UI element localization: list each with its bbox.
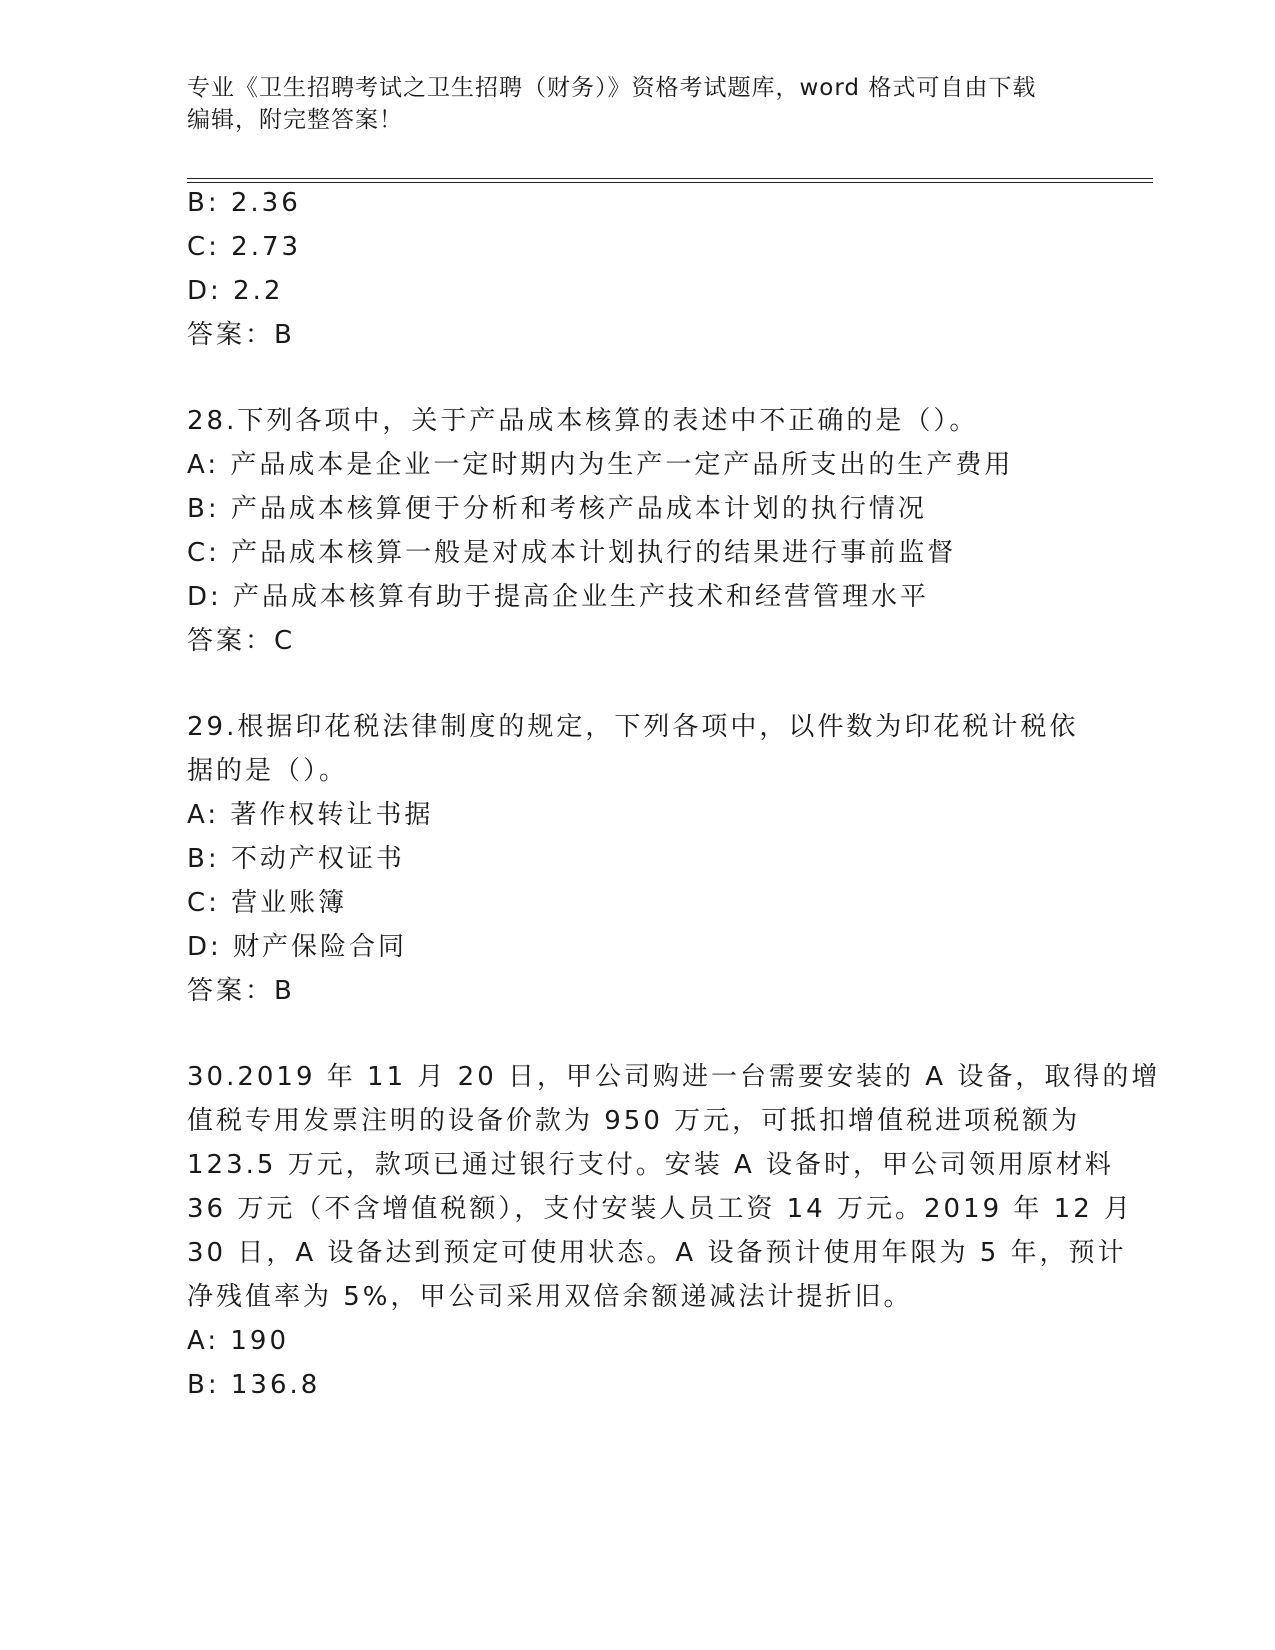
q27-answer: 答案：B — [187, 320, 295, 350]
q28-option-d: D: 产品成本核算有助于提高企业生产技术和经营管理水平 — [187, 582, 930, 612]
q30-stem-line-3: 123.5 万元，款项已通过银行支付。安装 A 设备时，甲公司领用原材料 — [187, 1150, 1115, 1180]
q29-stem-line-1: 29.根据印花税法律制度的规定，下列各项中，以件数为印花税计税依 — [187, 712, 1079, 742]
header-divider — [187, 178, 1153, 183]
q29-option-c: C: 营业账簿 — [187, 888, 348, 918]
q28-option-b: B: 产品成本核算便于分析和考核产品成本计划的执行情况 — [187, 494, 927, 524]
q30-option-a: A: 190 — [187, 1326, 289, 1356]
q28-stem: 28.下列各项中，关于产品成本核算的表述中不正确的是（）。 — [187, 406, 979, 436]
q30-stem-line-4: 36 万元（不含增值税额），支付安装人员工资 14 万元。2019 年 12 月 — [187, 1194, 1134, 1224]
q30-stem-line-1: 30.2019 年 11 月 20 日，甲公司购进一台需要安装的 A 设备，取得的增 — [187, 1062, 1161, 1092]
q30-stem-line-5: 30 日，A 设备达到预定可使用状态。A 设备预计使用年限为 5 年，预计 — [187, 1238, 1127, 1268]
q29-answer: 答案：B — [187, 976, 295, 1006]
q29-option-d: D: 财产保险合同 — [187, 932, 408, 962]
q30-option-b: B: 136.8 — [187, 1370, 321, 1400]
page-header — [187, 72, 1087, 136]
q27-option-c: C: 2.73 — [187, 232, 302, 262]
header-line-1: 专业《卫生招聘考试之卫生招聘（财务）》资格考试题库，word 格式可自由下载 — [187, 75, 1037, 101]
q29-stem-line-2: 据的是（）。 — [187, 756, 349, 786]
q28-answer: 答案：C — [187, 626, 296, 656]
q30-stem-line-6: 净残值率为 5%，甲公司采用双倍余额递减法计提折旧。 — [187, 1282, 913, 1312]
q29-option-b: B: 不动产权证书 — [187, 844, 405, 874]
q29-option-a: A: 著作权转让书据 — [187, 800, 434, 830]
header-line-2: 编辑，附完整答案！ — [187, 107, 403, 133]
q28-option-c: C: 产品成本核算一般是对成本计划执行的结果进行事前监督 — [187, 538, 957, 568]
q27-option-b: B: 2.36 — [187, 188, 301, 218]
q27-option-d: D: 2.2 — [187, 276, 284, 306]
q30-stem-line-2: 值税专用发票注明的设备价款为 950 万元，可抵扣增值税进项税额为 — [187, 1106, 1081, 1136]
q28-option-a: A: 产品成本是企业一定时期内为生产一定产品所支出的生产费用 — [187, 450, 1014, 480]
